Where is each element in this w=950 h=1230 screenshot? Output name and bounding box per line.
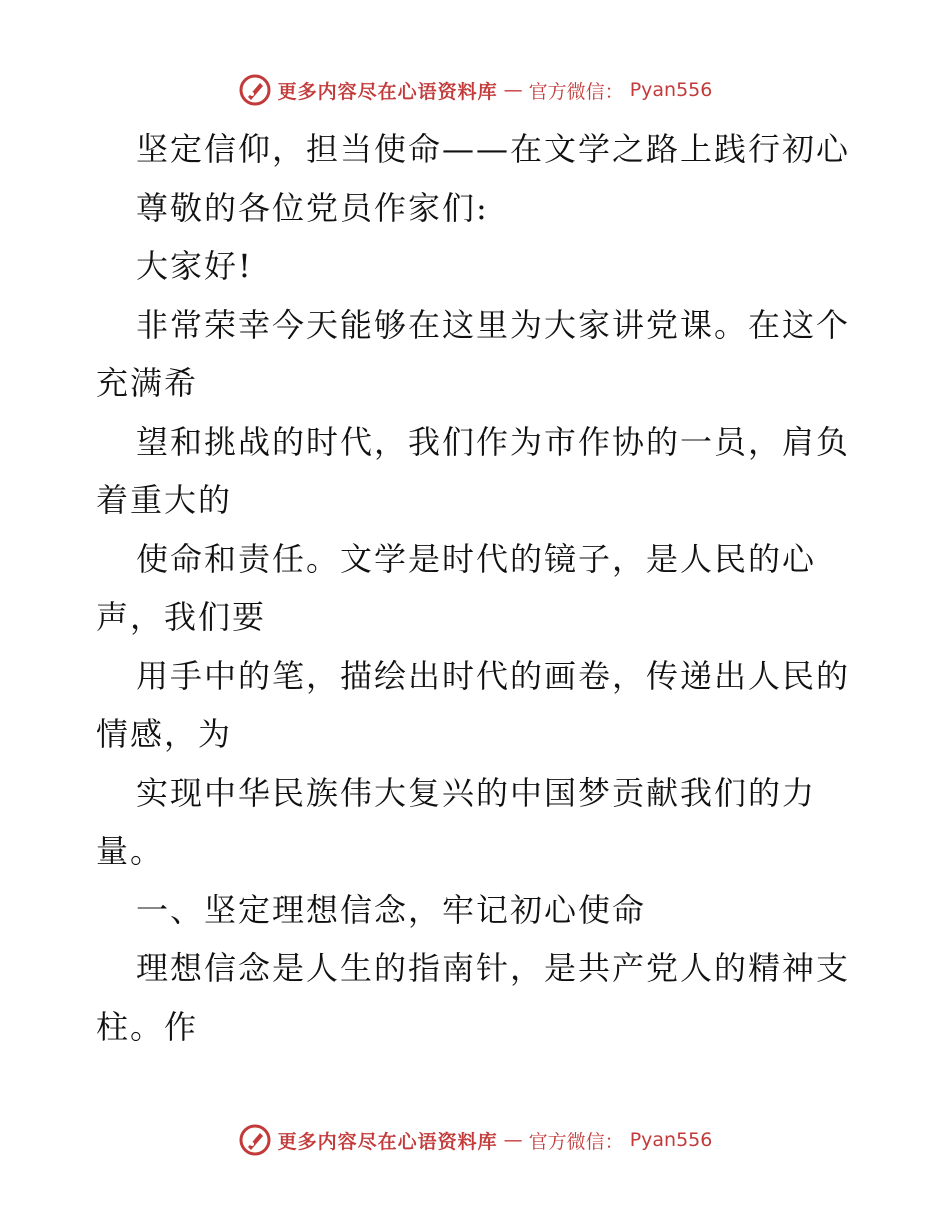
- paragraph-line: 望和挑战的时代，我们作为市作协的一员，肩负: [136, 422, 851, 461]
- salutation: 尊敬的各位党员作家们:: [136, 188, 489, 227]
- document-body: [96, 120, 856, 1056]
- document-title: 坚定信仰，担当使命——在文学之路上践行初心: [136, 130, 851, 168]
- paragraph-line: 着重大的: [96, 481, 233, 519]
- paragraph-line: 柱。作: [96, 1007, 199, 1046]
- watermark-dash: —: [503, 79, 523, 101]
- greeting: 大家好!: [136, 247, 253, 285]
- paragraph-line: 充满希: [96, 364, 199, 402]
- watermark-dash: —: [503, 1129, 523, 1151]
- paragraph-line: 量。: [96, 832, 165, 870]
- footer-watermark: [0, 1120, 950, 1160]
- header-watermark: [0, 70, 950, 110]
- watermark-official-label: 官方微信：: [528, 80, 624, 103]
- section-heading: 一、坚定理想信念，牢记初心使命: [136, 890, 647, 929]
- watermark-official-label: 官方微信：: [528, 1130, 624, 1153]
- paragraph-line: 声，我们要: [96, 598, 267, 636]
- paragraph-line: 情感，为: [96, 715, 233, 753]
- paragraph-line: 用手中的笔，描绘出时代的画卷，传递出人民的: [136, 656, 851, 695]
- paragraph-line: 非常荣幸今天能够在这里为大家讲党课。在这个: [136, 305, 851, 344]
- paragraph-line: 使命和责任。文学是时代的镜子，是人民的心: [136, 539, 817, 578]
- watermark-account: Pyan556: [629, 1129, 713, 1151]
- paragraph-line: 理想信念是人生的指南针，是共产党人的精神支: [136, 949, 851, 987]
- paragraph-line: 实现中华民族伟大复兴的中国梦贡献我们的力: [136, 773, 817, 812]
- watermark-site-text: 更多内容尽在心语资料库: [277, 80, 498, 103]
- watermark-account: Pyan556: [629, 79, 713, 101]
- pen-nib-circle-icon: [238, 73, 272, 107]
- pen-nib-circle-icon: [238, 1123, 272, 1157]
- watermark-site-text: 更多内容尽在心语资料库: [277, 1130, 498, 1153]
